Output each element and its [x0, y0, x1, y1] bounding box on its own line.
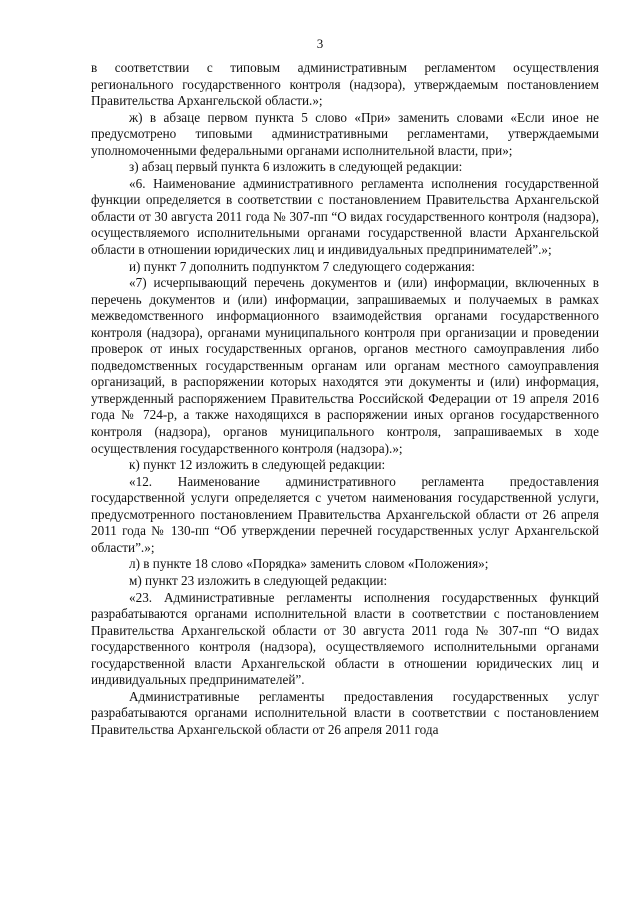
page-number: 3: [316, 36, 324, 51]
paragraph-quote-23: «23. Административные регламенты исполнения государственных функций разрабатываются органами исполнительной власти в соответствии с постановлением Правительства Архангельской области от 30 августа 2011 года № 307-пп “О видах государственного контроля (надзора), осуществляемого исполнительными органами государственной власти Архангельской области в отношении юридических лиц и индивидуальных предпринимателей”.: [91, 589, 599, 688]
paragraph-item-zh: ж) в абзаце первом пункта 5 слово «При» заменить словами «Если иное не предусмотрено типовыми административными регламентами, утверждаемыми уполномоченными федеральными органами исполнительной власти, при»;: [91, 109, 599, 158]
paragraph-item-i: и) пункт 7 дополнить подпунктом 7 следующего содержания:: [129, 258, 475, 274]
paragraph-quote-6: «6. Наименование административного регламента исполнения государственной функции определяется в соответствии с постановлением Правительства Архангельской области от 30 августа 2011 года № 307-пп “О видах государственного контроля (надзора), осуществляемого исполнительными органами государственной власти Архангельской области в отношении юридических лиц и индивидуальных предпринимателей”.»;: [91, 175, 599, 258]
paragraph-item-k: к) пункт 12 изложить в следующей редакции:: [129, 457, 386, 473]
document-body: [91, 60, 599, 738]
paragraph-item-z: з) абзац первый пункта 6 изложить в следующей редакции:: [129, 159, 463, 175]
paragraph-quote-7: «7) исчерпывающий перечень документов и (или) информации, включенных в перечень документов и (или) информации, запрашиваемых и получаемых в рамках межведомственного информационного взаимодействия органами государственного контроля (надзора), органами муниципального контроля при организации и проведении проверок от иных государственных органов, органов местного самоуправления либо подведомственных государственным органам или органам местного самоуправления организаций, в распоряжении которых находятся эти документы и (или) информация, утвержденный распоряжением Правительства Российской Федерации от 19 апреля 2016 года № 724-р, а также находящихся в распоряжении иных органов государственного контроля (надзора), органов муниципального контроля, запрашиваемых в ходе осуществления государственного контроля (надзора).»;: [91, 275, 599, 456]
paragraph-item-l: л) в пункте 18 слово «Порядка» заменить словом «Положения»;: [129, 556, 489, 572]
paragraph-continuation: в соответствии с типовым административным регламентом осуществления регионального государственного контроля (надзора), утверждаемым постановлением Правительства Архангельской области.»;: [91, 60, 599, 109]
paragraph-quote-12: «12. Наименование административного регламента предоставления государственной услуги определяется с учетом наименования государственной услуги, предусмотренного постановлением Правительства Архангельской области от 26 апреля 2011 года № 130-пп “Об утверждении перечней государственных услуг Архангельской области”.»;: [91, 473, 599, 555]
paragraph-services-regulations: Административные регламенты предоставления государственных услуг разрабатываются органами исполнительной власти в соответствии с постановлением Правительства Архангельской области от 26 апреля 2011 года: [91, 688, 599, 737]
paragraph-item-m: м) пункт 23 изложить в следующей редакции:: [129, 572, 388, 588]
